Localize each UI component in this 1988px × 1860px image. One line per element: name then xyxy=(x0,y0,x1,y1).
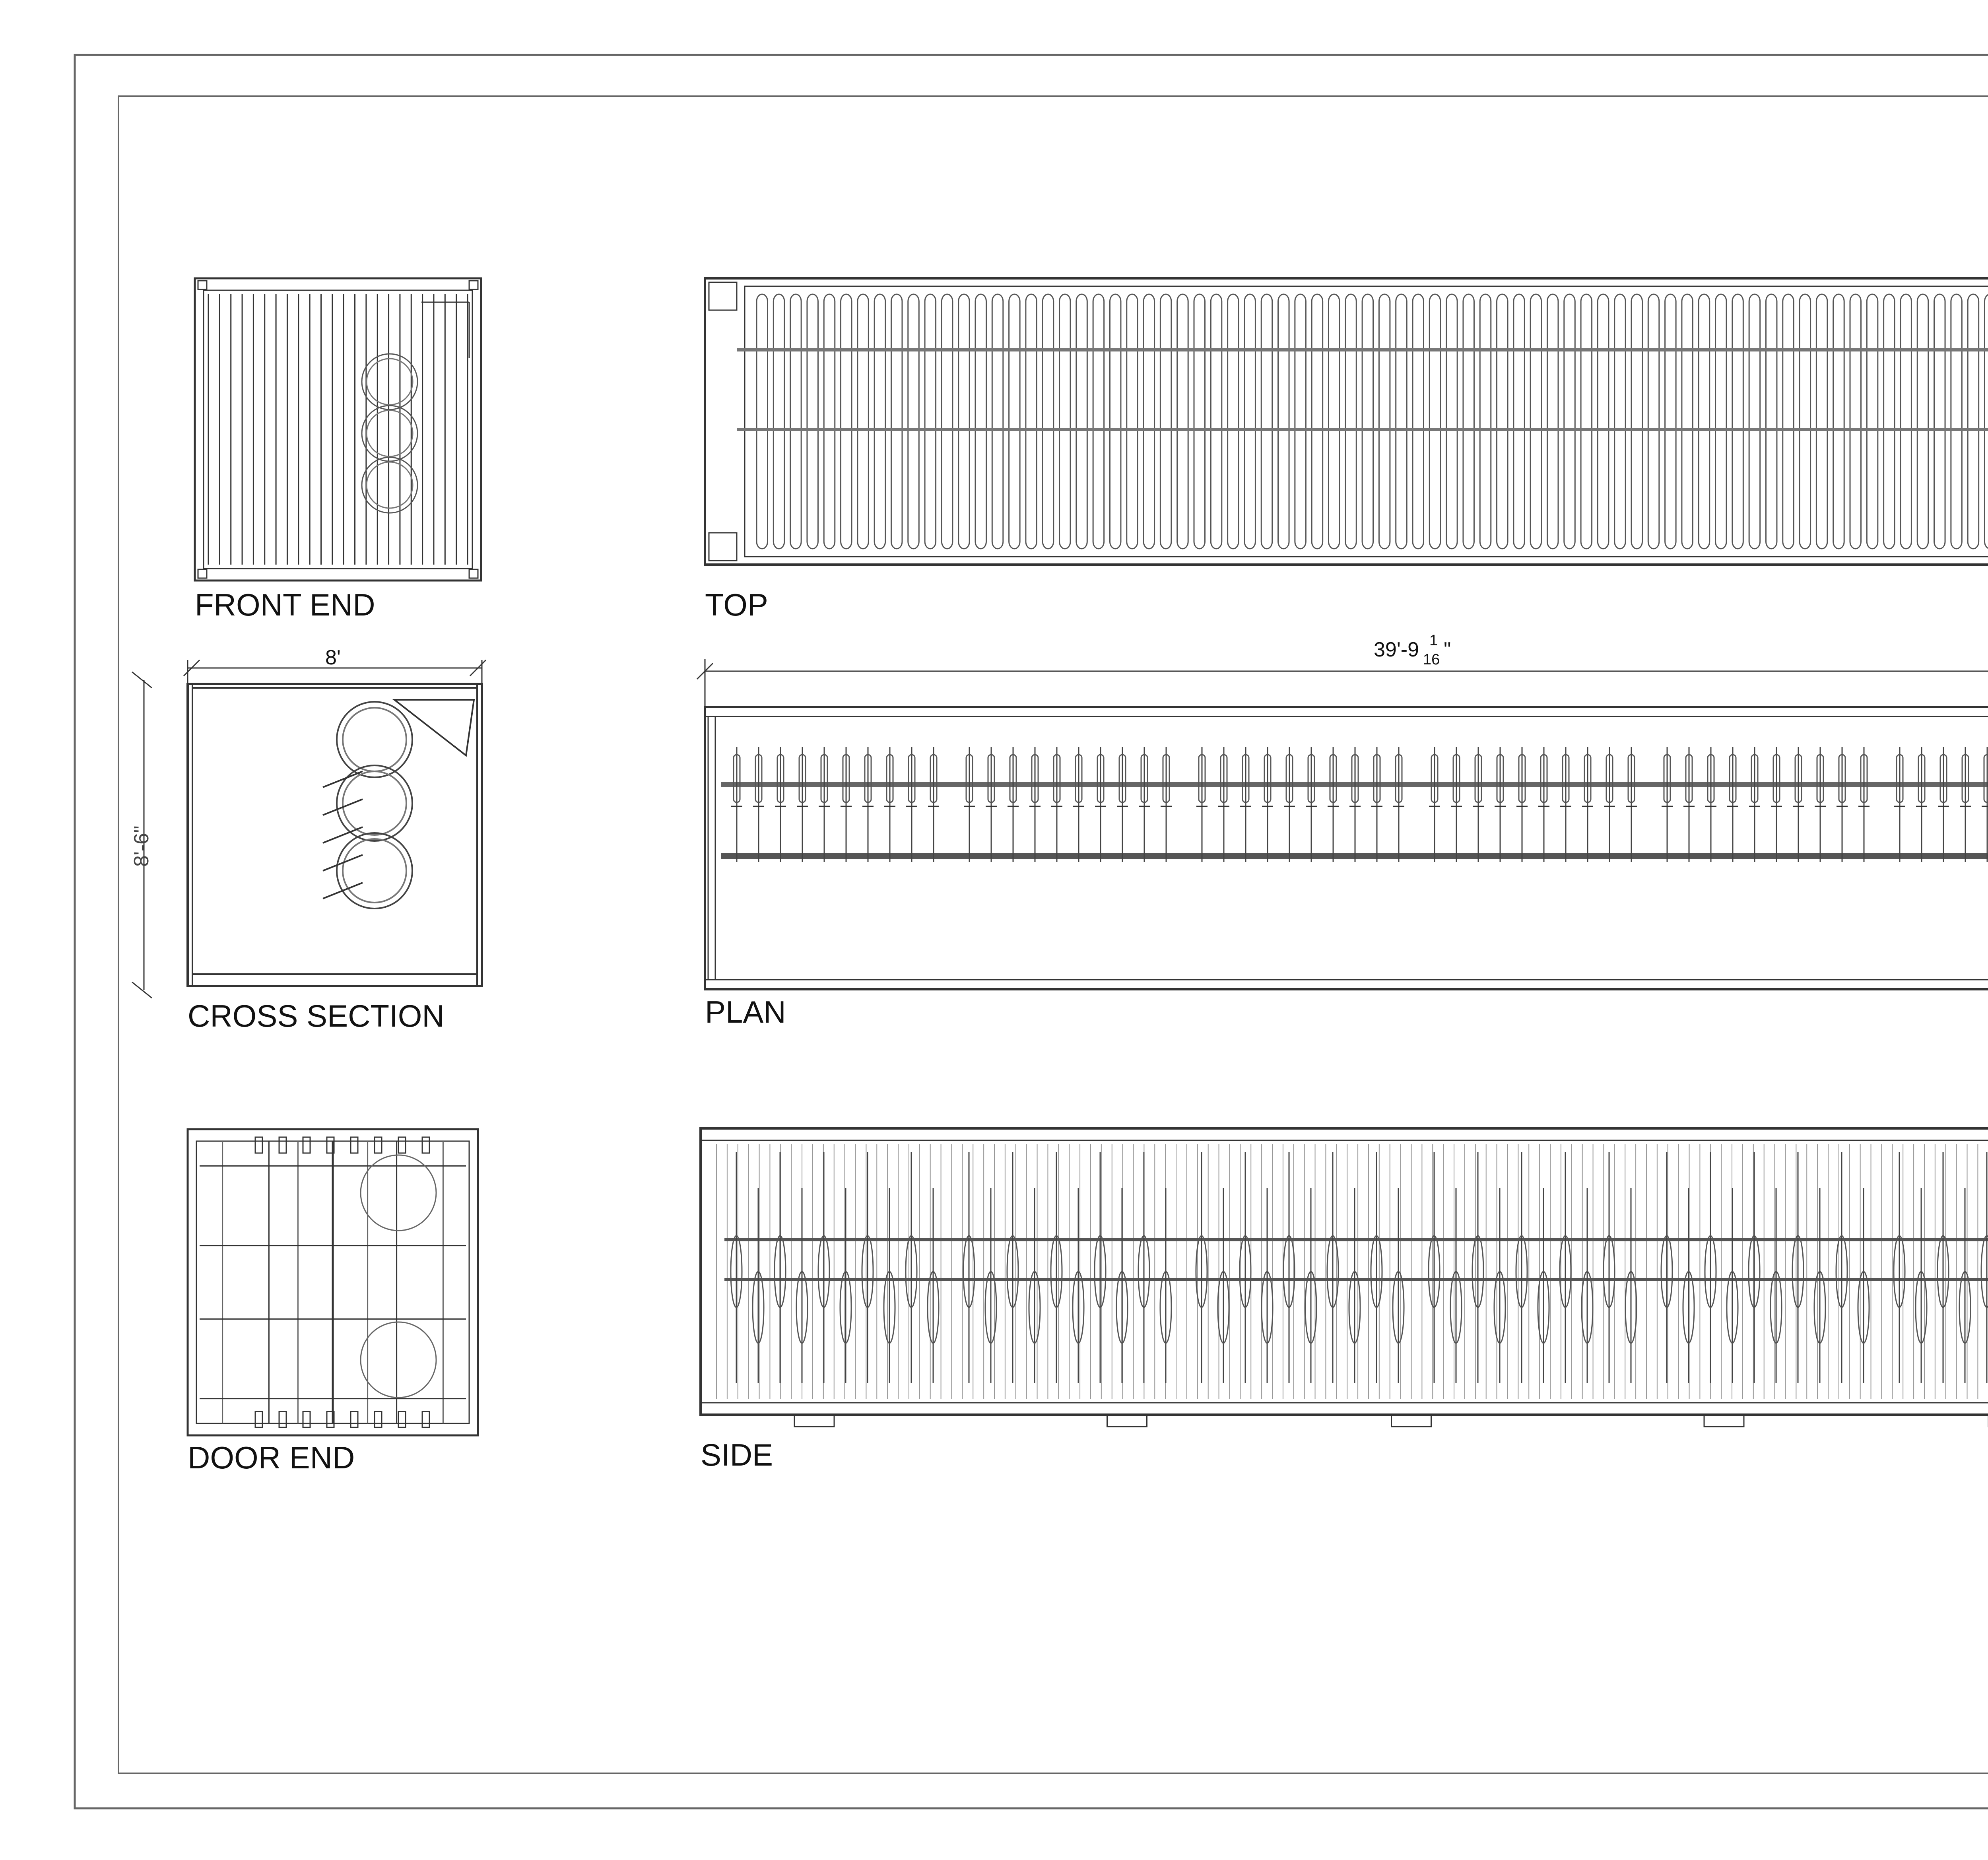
height-dimension-label: 8'-6" xyxy=(130,825,153,867)
front-end-view xyxy=(195,278,481,581)
top-roof-corrugation xyxy=(942,294,953,549)
side-forklift-pocket-3 xyxy=(1704,1415,1744,1427)
door-bike-wheel-1 xyxy=(361,1322,436,1398)
door-hinge xyxy=(279,1412,286,1427)
plan-view xyxy=(705,707,1988,989)
front-end-inner xyxy=(204,290,472,569)
door-end-view xyxy=(188,1129,478,1435)
front-bike-rim-1 xyxy=(367,410,413,456)
front-bike-wheel-0 xyxy=(362,354,417,410)
top-roof-corrugation xyxy=(1177,294,1188,549)
top-corner-casting xyxy=(709,282,737,310)
top-roof-corrugation xyxy=(1127,294,1138,549)
door-hinge xyxy=(303,1137,310,1153)
door-hinge xyxy=(255,1412,262,1427)
top-roof-corrugation xyxy=(1984,294,1988,549)
cross-bike-frame-tube xyxy=(323,771,363,787)
top-roof-corrugation xyxy=(1009,294,1020,549)
top-roof-corrugation xyxy=(1917,294,1928,549)
top-roof-corrugation xyxy=(959,294,970,549)
corner-casting xyxy=(198,569,207,578)
cross-bike-frame-tube xyxy=(323,827,363,843)
top-roof-corrugation xyxy=(1968,294,1979,549)
top-roof-corrugation xyxy=(1514,294,1525,549)
door-hinge xyxy=(422,1137,429,1153)
cross-bike-rim-0 xyxy=(343,708,406,771)
top-view-frame xyxy=(705,278,1988,565)
front-bike-wheel-2 xyxy=(362,457,417,513)
height-dimension-tick-top xyxy=(132,672,152,688)
top-roof-corrugation xyxy=(1816,294,1827,549)
cross-bike-wheel-2 xyxy=(337,833,412,909)
side-view-frame xyxy=(701,1128,1988,1415)
side-forklift-pocket-0 xyxy=(794,1415,834,1427)
length-dimension-frac-den: 16 xyxy=(1423,651,1440,668)
cross-rack-bracket xyxy=(394,700,474,755)
plan-view-frame xyxy=(705,707,1988,989)
height-dimension-tick-bottom xyxy=(132,982,152,998)
top-roof-corrugation xyxy=(1530,294,1541,549)
side-view-label: SIDE xyxy=(701,1437,773,1472)
top-roof-corrugation xyxy=(1901,294,1912,549)
top-roof-corrugation xyxy=(975,294,986,549)
side-forklift-pocket-2 xyxy=(1392,1415,1431,1427)
top-roof-corrugation xyxy=(1076,294,1087,549)
top-roof-corrugation xyxy=(1665,294,1676,549)
top-roof-corrugation xyxy=(1143,294,1155,549)
front-end-label: FRONT END xyxy=(195,587,375,622)
top-roof-corrugation xyxy=(1463,294,1474,549)
top-roof-corrugation xyxy=(992,294,1003,549)
door-hinge xyxy=(375,1137,382,1153)
door-hinge xyxy=(279,1137,286,1153)
top-roof-corrugation xyxy=(1867,294,1878,549)
length-dimension-inch: " xyxy=(1444,638,1451,661)
top-roof-corrugation xyxy=(1244,294,1256,549)
width-dimension-label: 8' xyxy=(325,646,341,669)
side-view xyxy=(701,1128,1988,1427)
top-roof-corrugation xyxy=(1261,294,1272,549)
top-roof-corrugation xyxy=(1581,294,1592,549)
door-hinge xyxy=(375,1412,382,1427)
top-roof-corrugation xyxy=(1396,294,1407,549)
top-roof-corrugation xyxy=(1833,294,1844,549)
top-view-label: TOP xyxy=(705,587,768,622)
front-bike-wheel-1 xyxy=(362,406,417,461)
top-roof-corrugation xyxy=(874,294,885,549)
side-forklift-pocket-1 xyxy=(1107,1415,1147,1427)
top-roof-corrugation xyxy=(1446,294,1458,549)
top-roof-corrugation xyxy=(1497,294,1508,549)
top-roof-corrugation xyxy=(1194,294,1205,549)
cross-section-view xyxy=(188,684,482,986)
door-hinge xyxy=(351,1137,358,1153)
top-roof-corrugation xyxy=(1699,294,1710,549)
top-roof-corrugation xyxy=(1716,294,1727,549)
length-dimension-frac-num: 1 xyxy=(1429,632,1438,649)
plan-door-end xyxy=(708,716,715,980)
length-dimension xyxy=(697,659,1988,711)
top-roof-corrugation xyxy=(757,294,768,549)
front-bike-rim-0 xyxy=(367,359,413,405)
corner-casting xyxy=(469,569,478,578)
top-roof-corrugation xyxy=(1312,294,1323,549)
top-roof-corrugation xyxy=(1413,294,1424,549)
top-roof-corrugation xyxy=(1648,294,1659,549)
corner-casting xyxy=(469,281,478,289)
top-roof-corrugation xyxy=(1345,294,1357,549)
top-roof-corrugation xyxy=(1547,294,1558,549)
top-roof-corrugation xyxy=(1160,294,1171,549)
plan-view-label: PLAN xyxy=(705,994,786,1029)
door-end-label: DOOR END xyxy=(188,1440,355,1475)
top-roof-corrugation xyxy=(841,294,852,549)
top-roof-corrugation xyxy=(1228,294,1239,549)
top-roof-corrugation xyxy=(1766,294,1777,549)
top-roof-corrugation xyxy=(1631,294,1642,549)
top-roof-corrugation xyxy=(1749,294,1760,549)
door-hinge xyxy=(351,1412,358,1427)
cross-section-label: CROSS SECTION xyxy=(188,998,445,1033)
cross-bike-rim-2 xyxy=(343,839,406,903)
length-dimension-label xyxy=(1374,634,1453,670)
top-roof-corrugation xyxy=(858,294,869,549)
top-roof-corrugation xyxy=(1211,294,1222,549)
top-roof-corrugation xyxy=(1093,294,1104,549)
top-view-roof-panel xyxy=(745,286,1988,557)
top-roof-corrugation xyxy=(1429,294,1441,549)
top-roof-corrugation xyxy=(1682,294,1693,549)
top-roof-corrugation xyxy=(1850,294,1861,549)
top-roof-corrugation xyxy=(1951,294,1962,549)
top-roof-corrugation xyxy=(1564,294,1575,549)
corner-casting xyxy=(198,281,207,289)
outer-border xyxy=(75,55,1988,1808)
door-hinge xyxy=(255,1137,262,1153)
door-hinge xyxy=(303,1412,310,1427)
top-roof-corrugation xyxy=(1732,294,1743,549)
top-roof-corrugation xyxy=(908,294,919,549)
top-roof-corrugation xyxy=(824,294,835,549)
top-corner-casting xyxy=(709,533,737,561)
top-roof-corrugation xyxy=(1783,294,1794,549)
door-hinge xyxy=(398,1412,406,1427)
length-dimension-whole: 39'-9 xyxy=(1374,638,1419,661)
top-roof-corrugation xyxy=(1110,294,1121,549)
top-roof-corrugation xyxy=(1278,294,1289,549)
door-hinge xyxy=(398,1137,406,1153)
top-roof-corrugation xyxy=(1043,294,1054,549)
top-roof-corrugation xyxy=(1362,294,1373,549)
top-roof-corrugation xyxy=(790,294,802,549)
top-roof-corrugation xyxy=(1884,294,1895,549)
top-roof-corrugation xyxy=(925,294,936,549)
top-roof-corrugation xyxy=(1934,294,1945,549)
top-view xyxy=(705,278,1988,565)
door-hinge xyxy=(422,1412,429,1427)
front-end-frame xyxy=(195,278,481,581)
top-roof-corrugation xyxy=(1480,294,1491,549)
top-roof-corrugation xyxy=(1379,294,1390,549)
cross-section-frame xyxy=(188,684,482,986)
top-roof-corrugation xyxy=(773,294,784,549)
top-roof-corrugation xyxy=(807,294,818,549)
front-bike-rim-2 xyxy=(367,462,413,508)
top-roof-corrugation xyxy=(891,294,902,549)
top-roof-corrugation xyxy=(1026,294,1037,549)
top-roof-corrugation xyxy=(1060,294,1071,549)
top-roof-corrugation xyxy=(1800,294,1811,549)
top-roof-corrugation xyxy=(1615,294,1626,549)
top-roof-corrugation xyxy=(1328,294,1340,549)
top-roof-corrugation xyxy=(1295,294,1306,549)
top-roof-corrugation xyxy=(1598,294,1609,549)
